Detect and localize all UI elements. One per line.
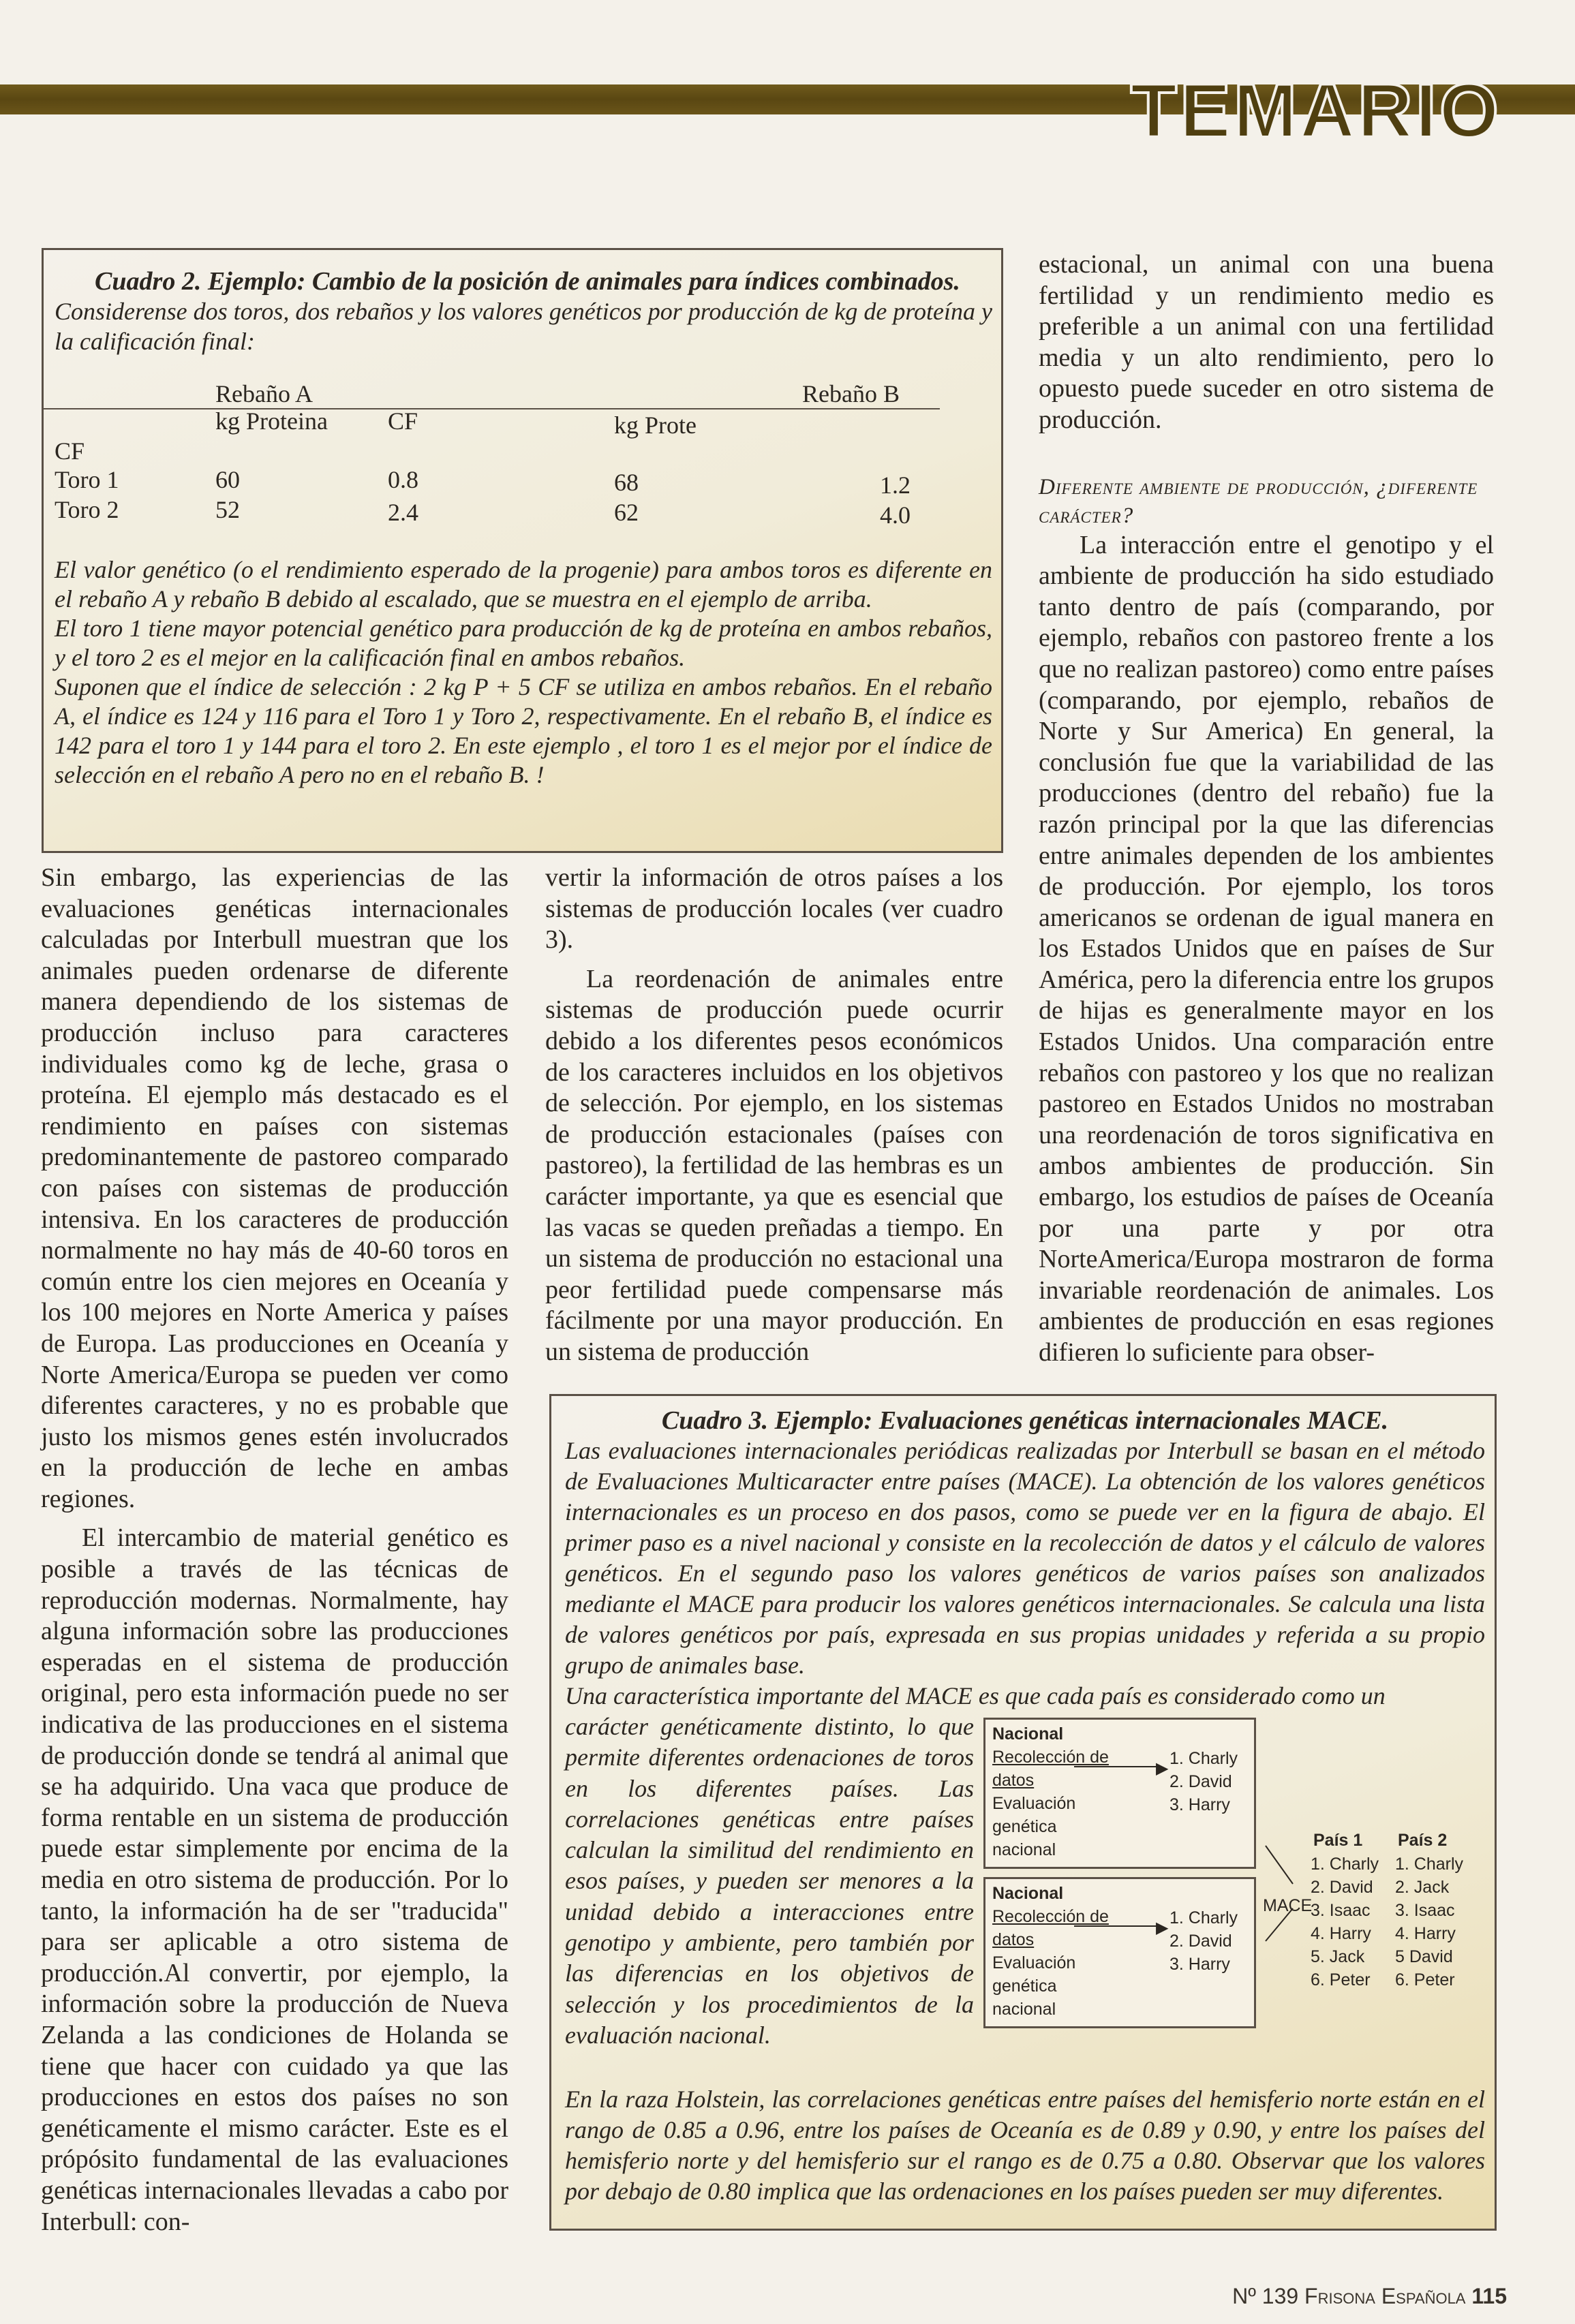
magazine-name: Frisona Española — [1304, 2284, 1466, 2308]
ranking-item: 1. Charly — [1169, 1908, 1238, 1927]
group-b-header: Rebaño B — [802, 380, 900, 407]
ranking-item: 1. Charly — [1395, 1855, 1464, 1874]
cuadro-3-para-3: En la raza Holstein, las correlaciones genéticas entre países del hemisferio norte están en el rango de 0.85 a 0.96, entre los países de Oceanía es de 0.89 y 0.90, y entre los países del hemisferio norte y del hemisferio sur el rango es de 0.75 a 0.80. Observar que los valores por debajo de 0.80 implica que las ordenaciones en los países pueden ser muy diferentes. — [565, 2086, 1485, 2205]
mace-diagram — [977, 1718, 1481, 2086]
ranking-item: 6. Peter — [1395, 1970, 1455, 1989]
ranking-item: 3. Harry — [1169, 1955, 1230, 1974]
table-cell: 62 — [614, 499, 639, 526]
table-cell: 2.4 — [388, 499, 418, 526]
country-1-header: País 1 — [1313, 1831, 1363, 1850]
col-cf-b: CF — [55, 437, 85, 465]
table-cell: 1.2 — [880, 471, 911, 499]
cuadro-2-table — [44, 379, 1005, 529]
ranking-item: 4. Harry — [1395, 1924, 1456, 1943]
national-box-2 — [983, 1877, 1256, 2028]
ranking-item: 5 David — [1395, 1947, 1453, 1966]
table-cell: 52 — [215, 496, 240, 523]
right-column — [1039, 249, 1494, 1369]
table-rule — [44, 408, 940, 409]
arrow-icon: ▶ — [1156, 1759, 1169, 1778]
arrow-icon — [1074, 1766, 1159, 1767]
cuadro-3-para-2-lead: Una característica importante del MACE es que cada país es considerado como un — [565, 1682, 1386, 1709]
ranking-item: 2. Jack — [1395, 1878, 1450, 1897]
step-data-collection: Recolección de datos — [992, 1907, 1109, 1949]
country-2-header: País 2 — [1398, 1831, 1448, 1850]
mace-connector-lines — [1260, 1840, 1301, 1949]
ranking-item: 4. Harry — [1311, 1924, 1371, 1943]
right-para-2: La interacción entre el genotipo y el ambiente de producción ha sido estudiado tanto dentro de país (comparando, por ejemplo, rebaños con pastoreo frente a los que no realizan pastoreo) como entre países (comparando, por ejemplo, rebaños de Norte y Sur America) En general, la conclusión fue que la variabilidad de las producciones (dentro del rebaño) fue la razón principal por la que las diferencias entre animales dependen de los ambientes de producción. Por ejemplo, los toros americanos se ordenan de igual manera en los Estados Unidos que en países de Sur América, pero la diferencia entre los grupos de hijas es generalmente mayor en los Estados Unidos. Una comparación entre rebaños con pastoreo y los que no realizan pastoreo en Estados Unidos no mostraban una reordenación de toros significativa en ambos ambientes de producción. Sin embargo, los estudios de países de Oceanía por una parte y por otra NorteAmerica/Europa mostraron de forma invariable reordenación de animales. Los ambientes de producción en esas regiones difieren lo suficiente para obser- — [1039, 530, 1494, 1367]
col-cf-a: CF — [388, 407, 418, 435]
left-para-2: El intercambio de material genético es posible a través de las técnicas de reproducción modernas. Normalmente, hay alguna información sobre las producciones esperadas en el sistema de producción original, pero esta información puede no ser indicativa de las producciones en el sistema de producción donde se tendrá al animal que se ha adquirido. Una vaca que produce de forma rentable en un sistema de producción puede estar simplemente por encima de la media en otro sistema de producción. Por lo tanto, la información ha de ser "traducida" para ser aplicable a otro sistema de producción.Al convertir, por ejemplo, la información sobre la producción de Nueva Zelanda a las condiciones de Holanda se tiene que hacer con cuidado ya que las producciones en estos dos países no son genéticamente el mismo carácter. Este es el própósito fundamental de las evaluaciones genéticas internacionales llevadas a cabo por Interbull: con- — [41, 1523, 508, 2236]
mace-label: MACE — [1263, 1896, 1313, 1915]
ranking-item: 3. Isaac — [1395, 1901, 1455, 1920]
table-row-label: Toro 1 — [55, 466, 119, 493]
left-column — [41, 863, 508, 2237]
cuadro-3-para-2: carácter genéticamente distinto, lo que permite diferentes ordenaciones de toros en los diferentes países. Las correlaciones genéticas entre países calculan la similitud del rendimiento en esos países, y pueden ser menores a la unidad debido a interacciones entre genotipo y ambiente, pero también por las diferencias en los objetivos de selección y los procedimientos de la evaluación nacional. — [565, 1713, 974, 2049]
step-data-collection: Recolección de datos — [992, 1748, 1109, 1790]
national-box-1 — [983, 1718, 1256, 1869]
table-cell: 0.8 — [388, 466, 418, 493]
left-para-1: Sin embargo, las experiencias de las evaluaciones genéticas internacionales calculadas por Interbull muestran que los animales pueden ordenarse de diferente manera dependiendo de los sistemas de producción incluso para caracteres individuales como kg de leche, grasa o proteína. El ejemplo más destacado es el rendimiento en países con sistemas predominantemente de pastoreo comparado con países con sistemas de producción intensiva. En los caracteres de producción normalmente no hay más de 40-60 toros en común entre los cien mejores en Oceanía y los 100 mejores en Norte America y países de Europa. Las producciones en Oceanía y Norte America/Europa se pueden ver como diferentes caracteres, y no es probable que justo los mismos genes estén involucrados en la producción de leche en ambas regiones. — [41, 863, 508, 1513]
section-logo: TEMARIO — [1130, 68, 1501, 153]
table-row-label: Toro 2 — [55, 496, 119, 523]
group-a-header: Rebaño A — [215, 380, 313, 407]
ranking-item: 6. Peter — [1311, 1970, 1371, 1989]
mid-para-1: vertir la información de otros países a los sistemas de producción locales (ver cuadro 3). — [545, 863, 1003, 955]
ranking-item: 2. David — [1169, 1772, 1232, 1791]
page-number: 115 — [1471, 2284, 1507, 2308]
col-kg-a: kg Proteina — [215, 407, 328, 435]
right-para-1: estacional, un animal con una buena fertilidad y un rendimiento medio es preferible a un animal con una fertilidad media y un alto rendimiento, pero lo opuesto puede suceder en otro sistema de producción. — [1039, 250, 1494, 434]
arrow-icon — [1074, 1925, 1159, 1927]
section-heading: Diferente ambiente de producción, ¿diferente carácter? — [1039, 474, 1478, 528]
ranking-item: 1. Charly — [1311, 1855, 1379, 1874]
ranking-item: 2. David — [1311, 1878, 1373, 1897]
issue-number: Nº 139 — [1232, 2284, 1299, 2308]
table-cell: 60 — [215, 466, 240, 493]
ranking-item: 1. Charly — [1169, 1749, 1238, 1768]
table-cell: 68 — [614, 469, 639, 496]
page-footer — [1232, 2284, 1507, 2309]
cuadro-3-box — [549, 1394, 1497, 2231]
cuadro-3-para-1: Las evaluaciones internacionales periódicas realizadas por Interbull se basan en el método de Evaluaciones Multicaracter entre países (MACE). La obtención de los valores genéticos internacionales es un proceso en dos pasos, como se puede ver en la figura de abajo. El primer paso es a nivel nacional y consiste en la recolección de datos y el cálculo de valores genéticos. En el segundo paso los valores genéticos de varios países son analizados mediante el MACE para producir los valores genéticos internacionales. Se calcula una lista de valores genéticos por país, expresada en sus propias unidades y referida a su propio grupo de animales base. — [565, 1437, 1485, 1679]
table-cell: 4.0 — [880, 501, 911, 529]
ranking-item: 3. Harry — [1169, 1795, 1230, 1814]
middle-column — [545, 863, 1003, 1368]
cuadro-3-title: Cuadro 3. Ejemplo: Evaluaciones genéticas internacionales MACE. — [661, 1406, 1389, 1435]
cuadro-2-intro: Considerense dos toros, dos rebaños y los valores genéticos por producción de kg de proteína y la calificación final: — [55, 298, 992, 355]
mid-para-2: La reordenación de animales entre sistemas de producción puede ocurrir debido a los diferentes pesos económicos de los caracteres incluidos en los objetivos de selección. Por ejemplo, en los sistemas de producción estacionales (países con pastoreo), la fertilidad de las hembras es un carácter importante, ya que es esencial que las vacas se queden preñadas a tiempo. En un sistema de producción no estacional una peor fertilidad puede compensarse más fácilmente por una mayor producción. En un sistema de producción — [545, 964, 1003, 1366]
cuadro-2-para-1: El valor genético (o el rendimiento esperado de la progenie) para ambos toros es diferente en el rebaño A y rebaño B debido al escalado, que se muestra en el ejemplo de arriba. — [55, 556, 992, 613]
cuadro-2-notes — [55, 555, 992, 790]
country-1-list — [1311, 1853, 1379, 1992]
arrow-icon: ▶ — [1156, 1919, 1169, 1937]
cuadro-2-box — [42, 248, 1003, 853]
ranking-item: 2. David — [1169, 1932, 1232, 1951]
national-box-title: Nacional — [992, 1724, 1064, 1744]
cuadro-2-para-2: El toro 1 tiene mayor potencial genético para producción de kg de proteína en ambos rebaños, y el toro 2 es el mejor en la calificación final en ambos rebaños. — [55, 615, 992, 671]
col-kg-b: kg Prote — [614, 412, 697, 439]
country-2-list — [1395, 1853, 1463, 1992]
cuadro-2-para-3: Suponen que el índice de selección : 2 kg P + 5 CF se utiliza en ambos rebaños. En el rebaño A, el índice es 124 y 116 para el Toro 1 y Toro 2, respectivamente. En el rebaño B, el índice es 142 para el toro 1 y 144 para el toro 2. En este ejemplo , el toro 1 es el mejor por el índice de selección en el rebaño A pero no en el rebaño B. ! — [55, 673, 992, 788]
step-national-evaluation: Evaluación genética nacional — [992, 1953, 1076, 2019]
national-box-title: Nacional — [992, 1884, 1064, 1903]
cuadro-2-title: Cuadro 2. Ejemplo: Cambio de la posición de animales para índices combinados. — [95, 267, 960, 296]
ranking-item: 3. Isaac — [1311, 1901, 1371, 1920]
ranking-item: 5. Jack — [1311, 1947, 1365, 1966]
step-national-evaluation: Evaluación genética nacional — [992, 1794, 1076, 1859]
